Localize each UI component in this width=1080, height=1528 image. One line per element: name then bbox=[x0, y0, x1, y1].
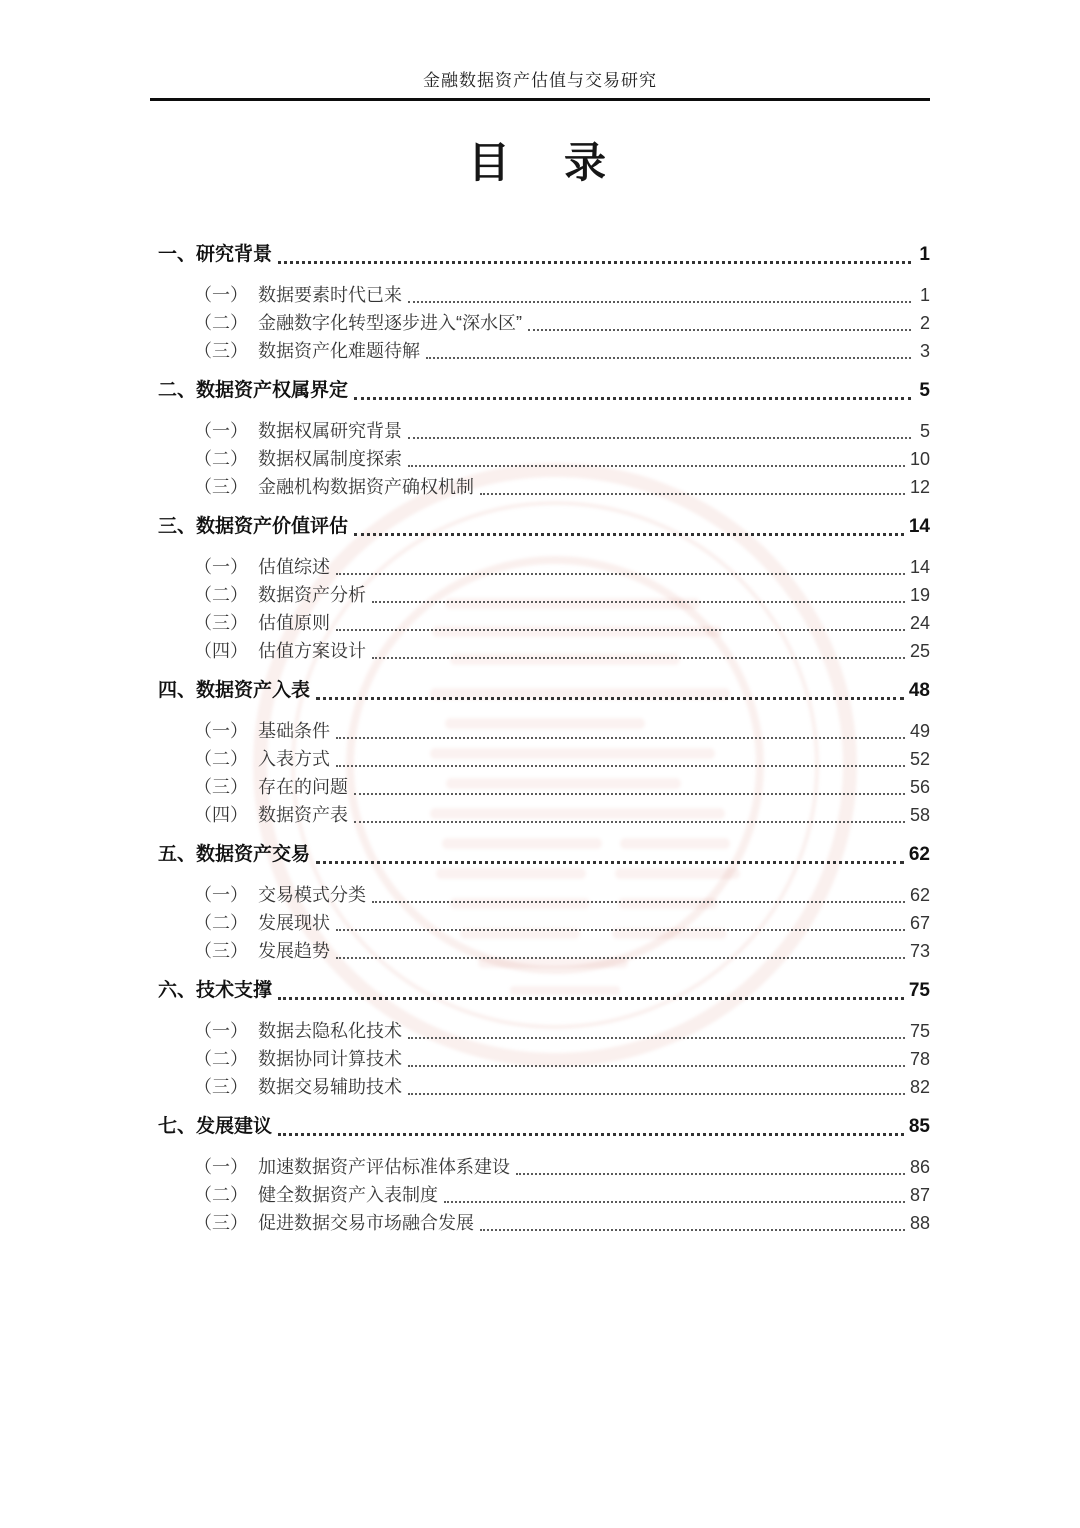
toc-section-entry-1[interactable] bbox=[158, 241, 930, 269]
toc-item-entry-3-4[interactable] bbox=[158, 637, 930, 665]
toc-item-title: 数据资产分析 bbox=[258, 585, 366, 605]
running-header-title: 金融数据资产估值与交易研究 bbox=[423, 71, 657, 90]
toc-item-title: 入表方式 bbox=[258, 749, 330, 769]
toc-section-entry-6[interactable] bbox=[158, 977, 930, 1005]
toc-section-title: 四、数据资产入表 bbox=[158, 680, 311, 701]
toc-section-page-number: 14 bbox=[908, 516, 930, 537]
toc-item-title: 数据资产化难题待解 bbox=[258, 341, 420, 361]
toc-item-page-number: 62 bbox=[909, 885, 930, 905]
toc-item-page-number: 24 bbox=[909, 613, 930, 633]
dot-leader bbox=[480, 1229, 905, 1231]
toc-item-title: 估值方案设计 bbox=[258, 641, 366, 661]
dot-leader bbox=[316, 697, 904, 700]
toc-item-entry-7-2[interactable] bbox=[158, 1181, 930, 1209]
toc-section-page-number: 75 bbox=[908, 980, 930, 1001]
toc-item-number: （一） bbox=[194, 1021, 248, 1041]
dot-leader bbox=[354, 533, 904, 536]
toc-item-page-number: 2 bbox=[919, 313, 930, 333]
toc-item-entry-4-3[interactable] bbox=[158, 773, 930, 801]
dot-leader bbox=[336, 929, 905, 931]
table-of-contents bbox=[158, 229, 930, 1237]
toc-item-title: 金融机构数据资产确权机制 bbox=[258, 477, 474, 497]
toc-item-title: 数据去隐私化技术 bbox=[258, 1021, 402, 1041]
toc-item-entry-6-2[interactable] bbox=[158, 1045, 930, 1073]
toc-item-number: （三） bbox=[194, 777, 248, 797]
dot-leader bbox=[354, 821, 905, 823]
toc-item-page-number: 49 bbox=[909, 721, 930, 741]
toc-section-entry-7[interactable] bbox=[158, 1113, 930, 1141]
toc-section-title: 三、数据资产价值评估 bbox=[158, 516, 349, 537]
toc-item-entry-7-1[interactable] bbox=[158, 1153, 930, 1181]
toc-item-number: （一） bbox=[194, 421, 248, 441]
toc-item-entry-3-3[interactable] bbox=[158, 609, 930, 637]
dot-leader bbox=[372, 901, 905, 903]
toc-item-title: 存在的问题 bbox=[258, 777, 348, 797]
toc-item-entry-2-2[interactable] bbox=[158, 445, 930, 473]
toc-item-number: （一） bbox=[194, 285, 248, 305]
header-rule bbox=[150, 98, 930, 101]
toc-item-number: （二） bbox=[194, 1049, 248, 1069]
toc-item-entry-1-3[interactable] bbox=[158, 337, 930, 365]
toc-item-page-number: 3 bbox=[919, 341, 930, 361]
dot-leader bbox=[426, 357, 911, 359]
toc-item-number: （三） bbox=[194, 613, 248, 633]
toc-item-title: 数据协同计算技术 bbox=[258, 1049, 402, 1069]
toc-item-title: 金融数字化转型逐步进入“深水区” bbox=[258, 313, 522, 333]
toc-item-number: （二） bbox=[194, 913, 248, 933]
toc-item-title: 估值综述 bbox=[258, 557, 330, 577]
dot-leader bbox=[278, 1133, 904, 1136]
toc-item-page-number: 12 bbox=[909, 477, 930, 497]
dot-leader bbox=[336, 629, 905, 631]
dot-leader bbox=[516, 1173, 905, 1175]
toc-item-number: （三） bbox=[194, 941, 248, 961]
toc-item-entry-1-1[interactable] bbox=[158, 281, 930, 309]
toc-item-page-number: 78 bbox=[909, 1049, 930, 1069]
toc-item-entry-3-1[interactable] bbox=[158, 553, 930, 581]
toc-item-number: （二） bbox=[194, 749, 248, 769]
toc-item-entry-4-4[interactable] bbox=[158, 801, 930, 829]
toc-item-page-number: 75 bbox=[909, 1021, 930, 1041]
toc-section-page-number: 62 bbox=[908, 844, 930, 865]
toc-item-page-number: 25 bbox=[909, 641, 930, 661]
toc-item-title: 基础条件 bbox=[258, 721, 330, 741]
toc-item-title: 发展现状 bbox=[258, 913, 330, 933]
dot-leader bbox=[278, 997, 904, 1000]
toc-item-title: 加速数据资产评估标准体系建设 bbox=[258, 1157, 510, 1177]
toc-item-number: （二） bbox=[194, 585, 248, 605]
toc-section-title: 七、发展建议 bbox=[158, 1116, 273, 1137]
toc-item-title: 数据要素时代已来 bbox=[258, 285, 402, 305]
toc-item-page-number: 5 bbox=[919, 421, 930, 441]
toc-item-page-number: 67 bbox=[909, 913, 930, 933]
toc-item-title: 数据权属制度探索 bbox=[258, 449, 402, 469]
toc-item-title: 数据资产表 bbox=[258, 805, 348, 825]
toc-item-page-number: 1 bbox=[919, 285, 930, 305]
toc-item-title: 健全数据资产入表制度 bbox=[258, 1185, 438, 1205]
toc-section-entry-2[interactable] bbox=[158, 377, 930, 405]
dot-leader bbox=[408, 301, 911, 303]
toc-section-page-number: 48 bbox=[908, 680, 930, 701]
toc-item-entry-2-1[interactable] bbox=[158, 417, 930, 445]
dot-leader bbox=[408, 437, 911, 439]
dot-leader bbox=[354, 793, 905, 795]
toc-item-number: （三） bbox=[194, 341, 248, 361]
toc-section-title: 六、技术支撑 bbox=[158, 980, 273, 1001]
dot-leader bbox=[528, 329, 911, 331]
dot-leader bbox=[316, 861, 904, 864]
toc-section-page-number: 1 bbox=[919, 244, 930, 265]
toc-item-number: （三） bbox=[194, 477, 248, 497]
toc-item-title: 估值原则 bbox=[258, 613, 330, 633]
toc-item-page-number: 56 bbox=[909, 777, 930, 797]
toc-section-title: 五、数据资产交易 bbox=[158, 844, 311, 865]
dot-leader bbox=[336, 737, 905, 739]
toc-item-entry-3-2[interactable] bbox=[158, 581, 930, 609]
toc-item-page-number: 88 bbox=[909, 1213, 930, 1233]
toc-item-title: 数据权属研究背景 bbox=[258, 421, 402, 441]
toc-title: 目 录 bbox=[467, 139, 612, 186]
toc-section-page-number: 5 bbox=[919, 380, 930, 401]
toc-item-number: （三） bbox=[194, 1213, 248, 1233]
dot-leader bbox=[444, 1201, 905, 1203]
dot-leader bbox=[408, 1093, 905, 1095]
toc-item-entry-1-2[interactable] bbox=[158, 309, 930, 337]
toc-item-number: （二） bbox=[194, 1185, 248, 1205]
toc-section-entry-5[interactable] bbox=[158, 841, 930, 869]
toc-item-entry-7-3[interactable] bbox=[158, 1209, 930, 1237]
toc-item-entry-6-3[interactable] bbox=[158, 1073, 930, 1101]
toc-item-number: （二） bbox=[194, 313, 248, 333]
toc-item-entry-4-1[interactable] bbox=[158, 717, 930, 745]
toc-item-title: 交易模式分类 bbox=[258, 885, 366, 905]
toc-item-entry-2-3[interactable] bbox=[158, 473, 930, 501]
toc-item-number: （一） bbox=[194, 557, 248, 577]
toc-item-title: 发展趋势 bbox=[258, 941, 330, 961]
toc-item-page-number: 82 bbox=[909, 1077, 930, 1097]
toc-section-page-number: 85 bbox=[908, 1116, 930, 1137]
dot-leader bbox=[336, 573, 905, 575]
dot-leader bbox=[336, 957, 905, 959]
toc-item-number: （一） bbox=[194, 1157, 248, 1177]
toc-item-page-number: 58 bbox=[909, 805, 930, 825]
dot-leader bbox=[408, 1065, 905, 1067]
dot-leader bbox=[480, 493, 905, 495]
toc-item-page-number: 73 bbox=[909, 941, 930, 961]
toc-item-entry-4-2[interactable] bbox=[158, 745, 930, 773]
dot-leader bbox=[336, 765, 905, 767]
toc-section-title: 一、研究背景 bbox=[158, 244, 273, 265]
toc-item-number: （三） bbox=[194, 1077, 248, 1097]
toc-item-entry-6-1[interactable] bbox=[158, 1017, 930, 1045]
toc-item-number: （一） bbox=[194, 885, 248, 905]
toc-item-entry-5-3[interactable] bbox=[158, 937, 930, 965]
dot-leader bbox=[372, 657, 905, 659]
toc-item-number: （一） bbox=[194, 721, 248, 741]
toc-item-page-number: 14 bbox=[909, 557, 930, 577]
dot-leader bbox=[372, 601, 905, 603]
toc-item-page-number: 52 bbox=[909, 749, 930, 769]
dot-leader bbox=[408, 1037, 905, 1039]
toc-item-entry-5-2[interactable] bbox=[158, 909, 930, 937]
dot-leader bbox=[408, 465, 905, 467]
page-header bbox=[150, 66, 930, 101]
toc-item-number: （四） bbox=[194, 641, 248, 661]
toc-item-title: 促进数据交易市场融合发展 bbox=[258, 1213, 474, 1233]
dot-leader bbox=[278, 261, 911, 264]
toc-item-number: （二） bbox=[194, 449, 248, 469]
toc-item-page-number: 87 bbox=[909, 1185, 930, 1205]
toc-item-page-number: 10 bbox=[909, 449, 930, 469]
toc-section-entry-4[interactable] bbox=[158, 677, 930, 705]
dot-leader bbox=[354, 397, 911, 400]
toc-item-page-number: 86 bbox=[909, 1157, 930, 1177]
toc-item-title: 数据交易辅助技术 bbox=[258, 1077, 402, 1097]
toc-item-entry-5-1[interactable] bbox=[158, 881, 930, 909]
toc-item-number: （四） bbox=[194, 805, 248, 825]
toc-item-page-number: 19 bbox=[909, 585, 930, 605]
toc-section-title: 二、数据资产权属界定 bbox=[158, 380, 349, 401]
toc-section-entry-3[interactable] bbox=[158, 513, 930, 541]
